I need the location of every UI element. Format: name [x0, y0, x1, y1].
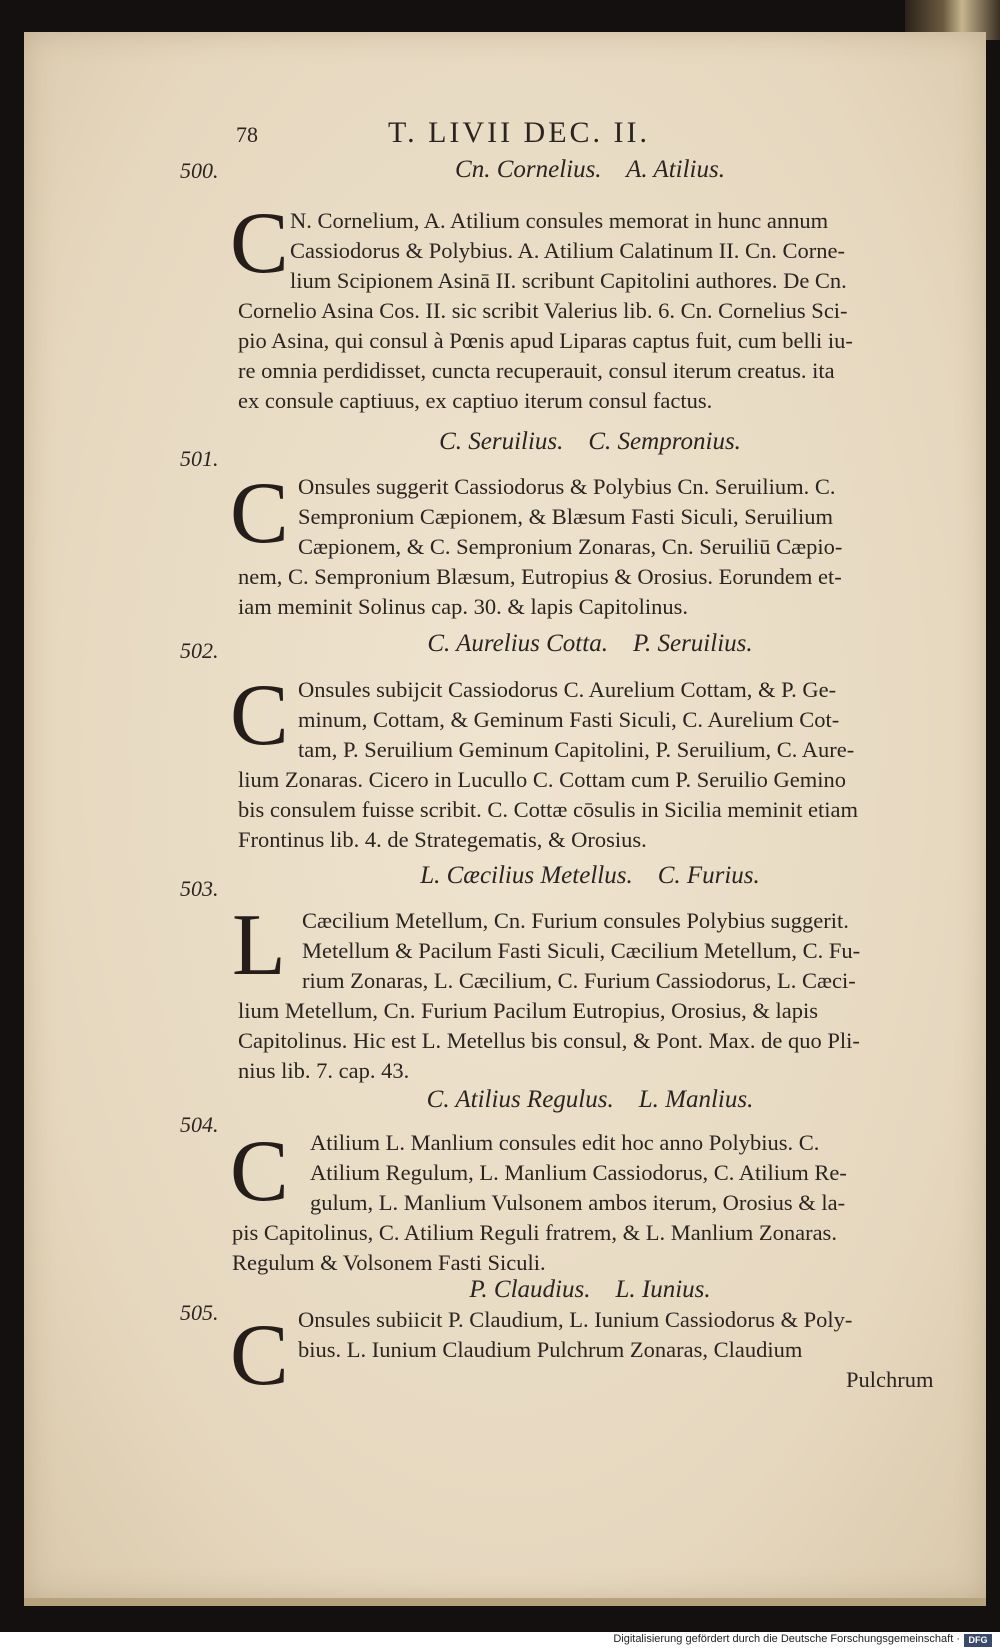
text-line: Cornelio Asina Cos. II. sic scribit Valerius lib. 6. Cn. Cornelius Sci- [238, 298, 848, 323]
year-marker: 504. [180, 1112, 219, 1137]
year-marker: 502. [180, 638, 219, 663]
consuls-heading: C. Atilius Regulus. L. Manlius. [426, 1086, 754, 1113]
text-line: Atilium Regulum, L. Manlium Cassiodorus, C. Atilium Re- [310, 1160, 847, 1185]
text-line: Cæcilium Metellum, Cn. Furium consules Polybius suggerit. [302, 908, 849, 933]
year-marker: 505. [180, 1300, 219, 1325]
dfg-logo: DFG [964, 1634, 992, 1647]
text-line: tam, P. Seruilium Geminum Capitolini, P. Seruilium, C. Aure- [298, 737, 855, 762]
text-line: pis Capitolinus, C. Atilium Reguli fratrem, & L. Manlium Zonaras. [232, 1220, 837, 1245]
consuls-heading: Cn. Cornelius. A. Atilius. [455, 156, 725, 183]
drop-capital: C [230, 465, 289, 562]
running-title: T. LIVII DEC. II. [388, 116, 651, 149]
text-line: gulum, L. Manlium Vulsonem ambos iterum, Orosius & la- [310, 1190, 846, 1215]
drop-capital: L [232, 897, 286, 994]
text-line: lium Scipionem Asinā II. scribunt Capitolini authores. De Cn. [290, 268, 847, 293]
text-line: Cassiodorus & Polybius. A. Atilium Calatinum II. Cn. Corne- [290, 238, 846, 263]
text-line: lium Zonaras. Cicero in Lucullo C. Cottam cum P. Seruilio Gemino [238, 767, 847, 792]
text-line: bius. L. Iunium Claudium Pulchrum Zonaras, Claudium [298, 1337, 803, 1362]
consuls-heading: L. Cæcilius Metellus. C. Furius. [420, 862, 760, 889]
year-marker: 500. [180, 158, 219, 183]
text-line: pio Asina, qui consul à Pœnis apud Liparas captus fuit, cum belli iu- [238, 328, 853, 353]
text-line: Onsules subiicit P. Claudium, L. Iunium Cassiodorus & Poly- [298, 1307, 853, 1332]
text-line: rium Zonaras, L. Cæcilium, C. Furium Cassiodorus, L. Cæci- [302, 968, 856, 993]
page-number: 78 [236, 122, 258, 147]
text-line: iam meminit Solinus cap. 30. & lapis Capitolinus. [238, 594, 688, 619]
text-line: re omnia perdidisset, cuncta recuperauit, consul iterum creatus. ita [238, 358, 835, 383]
catchword: Pulchrum [846, 1367, 934, 1392]
text-line: Metellum & Pacilum Fasti Siculi, Cæcilium Metellum, C. Fu- [302, 938, 861, 963]
consuls-heading: C. Seruilius. C. Sempronius. [439, 428, 741, 455]
consuls-heading: C. Aurelius Cotta. P. Seruilius. [427, 630, 753, 657]
text-line: lium Metellum, Cn. Furium Pacilum Eutropius, Orosius, & lapis [238, 998, 818, 1023]
text-line: Onsules subijcit Cassiodorus C. Aurelium Cottam, & P. Ge- [298, 677, 837, 702]
year-marker: 501. [180, 446, 219, 471]
text-line: Frontinus lib. 4. de Strategematis, & Orosius. [238, 827, 647, 852]
footer-credit-text: Digitalisierung gefördert durch die Deutsche Forschungsgemeinschaft · [613, 1633, 960, 1645]
drop-capital: C [230, 1123, 289, 1220]
text-line: nem, C. Sempronium Blæsum, Eutropius & Orosius. Eorundem et- [238, 564, 842, 589]
text-line: Atilium L. Manlium consules edit hoc anno Polybius. C. [310, 1130, 820, 1155]
drop-capital: C [230, 1307, 289, 1404]
text-line: Cæpionem, & C. Sempronium Zonaras, Cn. Seruiliū Cæpio- [298, 534, 843, 559]
text-line: nius lib. 7. cap. 43. [238, 1058, 410, 1083]
running-head [236, 116, 756, 150]
text-line: bis consulem fuisse scribit. C. Cottæ cōsulis in Sicilia meminit etiam [238, 797, 858, 822]
text-line: Onsules suggerit Cassiodorus & Polybius Cn. Seruilium. C. [298, 474, 836, 499]
drop-capital: C [230, 667, 289, 764]
year-marker: 503. [180, 876, 219, 901]
text-line: ex consule captiuus, ex captiuo iterum consul factus. [238, 388, 713, 413]
text-line: N. Cornelium, A. Atilium consules memorat in hunc annum [290, 208, 829, 233]
text-line: Capitolinus. Hic est L. Metellus bis consul, & Pont. Max. de quo Pli- [238, 1028, 860, 1053]
text-line: minum, Cottam, & Geminum Fasti Siculi, C. Aurelium Cot- [298, 707, 840, 732]
drop-capital: C [230, 195, 289, 292]
page-bottom-edge [24, 1598, 986, 1606]
consuls-heading: P. Claudius. L. Iunius. [469, 1276, 711, 1303]
text-line: Regulum & Volsonem Fasti Siculi. [232, 1250, 546, 1275]
text-line: Sempronium Cæpionem, & Blæsum Fasti Siculi, Seruilium [298, 504, 834, 529]
